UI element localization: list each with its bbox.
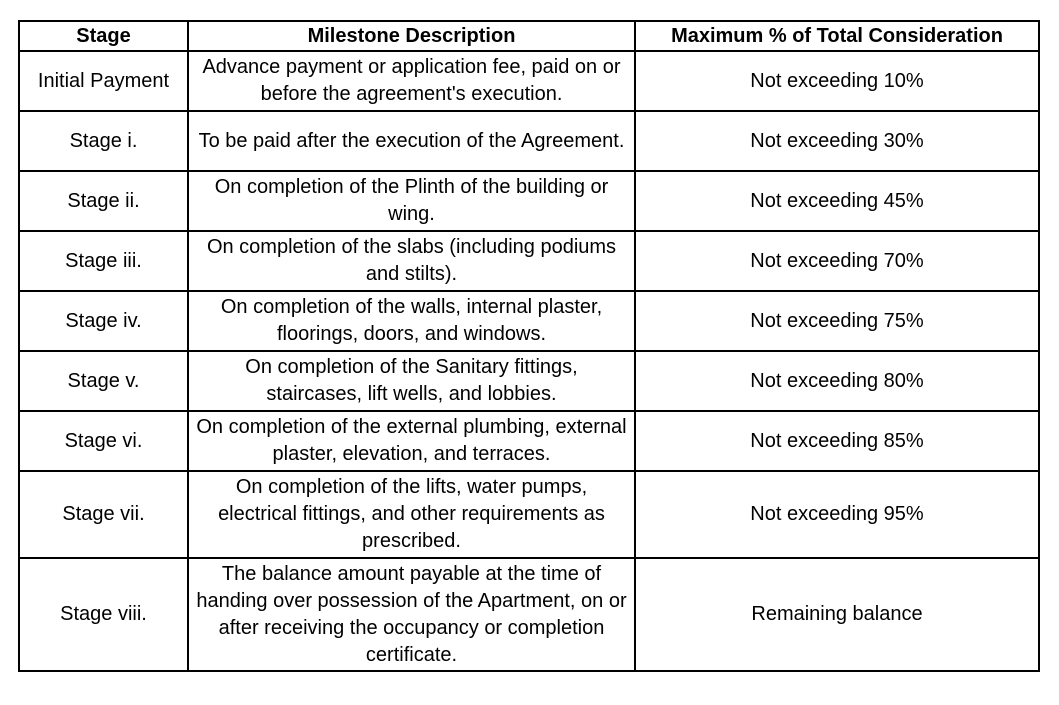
table-row — [19, 291, 1039, 351]
maximum-cell: Not exceeding 80% — [635, 351, 1039, 411]
maximum-cell: Not exceeding 95% — [635, 471, 1039, 558]
table-row — [19, 471, 1039, 558]
maximum-cell: Not exceeding 75% — [635, 291, 1039, 351]
table-row — [19, 51, 1039, 111]
maximum-cell: Not exceeding 85% — [635, 411, 1039, 471]
header-maximum-consideration: Maximum % of Total Consideration — [635, 21, 1039, 51]
description-cell: On completion of the external plumbing, external plaster, elevation, and terraces. — [188, 411, 635, 471]
maximum-cell: Not exceeding 45% — [635, 171, 1039, 231]
description-cell: On completion of the Plinth of the building or wing. — [188, 171, 635, 231]
table-row — [19, 558, 1039, 671]
table-row — [19, 111, 1039, 171]
stage-cell: Stage iv. — [19, 291, 188, 351]
description-cell: On completion of the Sanitary fittings, staircases, lift wells, and lobbies. — [188, 351, 635, 411]
table-row — [19, 171, 1039, 231]
maximum-cell: Not exceeding 70% — [635, 231, 1039, 291]
stage-cell: Stage ii. — [19, 171, 188, 231]
description-cell: On completion of the lifts, water pumps, electrical fittings, and other requirements as prescribed. — [188, 471, 635, 558]
description-cell: To be paid after the execution of the Agreement. — [188, 111, 635, 171]
table-header-row — [19, 21, 1039, 51]
maximum-cell: Not exceeding 30% — [635, 111, 1039, 171]
maximum-cell: Remaining balance — [635, 558, 1039, 671]
stage-cell: Initial Payment — [19, 51, 188, 111]
description-cell: The balance amount payable at the time of handing over possession of the Apartment, on or after receiving the occupancy or completion certificate. — [188, 558, 635, 671]
table-row — [19, 231, 1039, 291]
maximum-cell: Not exceeding 10% — [635, 51, 1039, 111]
description-cell: On completion of the slabs (including podiums and stilts). — [188, 231, 635, 291]
table-row — [19, 411, 1039, 471]
header-stage: Stage — [19, 21, 188, 51]
header-milestone-description: Milestone Description — [188, 21, 635, 51]
stage-cell: Stage viii. — [19, 558, 188, 671]
description-cell: On completion of the walls, internal plaster, floorings, doors, and windows. — [188, 291, 635, 351]
stage-cell: Stage v. — [19, 351, 188, 411]
stage-cell: Stage vii. — [19, 471, 188, 558]
stage-cell: Stage vi. — [19, 411, 188, 471]
stage-cell: Stage iii. — [19, 231, 188, 291]
table-row — [19, 351, 1039, 411]
stage-cell: Stage i. — [19, 111, 188, 171]
payment-schedule-table — [18, 20, 1040, 672]
description-cell: Advance payment or application fee, paid on or before the agreement's execution. — [188, 51, 635, 111]
